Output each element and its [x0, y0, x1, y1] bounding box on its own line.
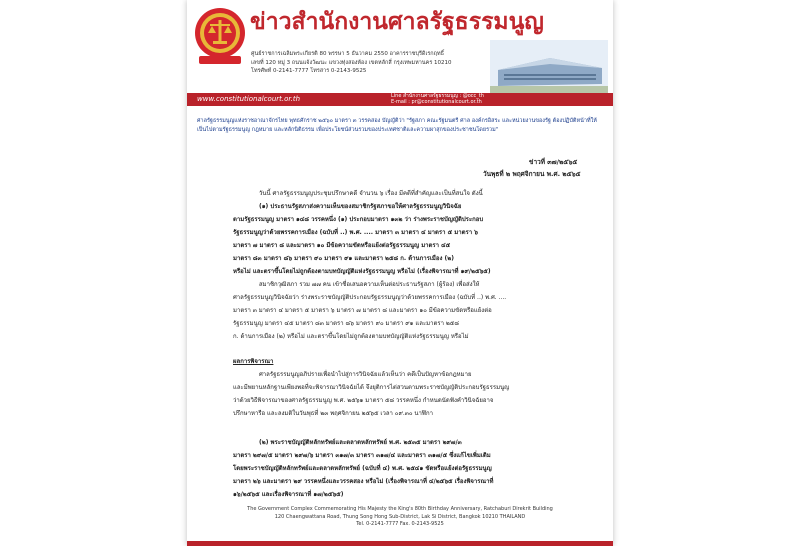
contact-info [391, 93, 484, 105]
address-line: เลขที่ 120 หมู่ 3 ถนนแจ้งวัฒนะ แขวงทุ่งสองห้อง เขตหลักสี่ กรุงเทพมหานคร 10210 [251, 59, 452, 66]
contact-bar [187, 93, 613, 106]
footer-line: Tel. 0-2141-7777 Fax. 0-2143-9525 [356, 521, 444, 527]
lead-text: วันนี้ ศาลรัฐธรรมนูญประชุมปรึกษาคดี จำนวน ๖ เรื่อง มีคดีที่สำคัญและเป็นที่สนใจ ดังนี้ [259, 190, 483, 197]
address-line: โทรศัพท์ 0-2141-7777 โทรสาร 0-2143-9525 [251, 68, 367, 74]
case1-body-line: ก. ด้านการเมือง (๒) หรือไม่ และตราขึ้นโดยไม่ถูกต้องตามบทบัญญัติแห่งรัฐธรรมนูญ หรือไม่ [233, 333, 469, 340]
page-title: ข่าวสำนักงานศาลรัฐธรรมนูญ [250, 9, 544, 35]
case1-title-line: มาตรา ๘๓ มาตรา ๘๖ มาตรา ๙๐ มาตรา ๙๑ และมาตรา ๒๕๘ ก. ด้านการเมือง (๒) [233, 255, 454, 262]
constitution-quote: ศาลรัฐธรรมนูญแห่งราชอาณาจักรไทย พุทธศักราช ๒๕๖๐ มาตรา ๓ วรรคสอง บัญญัติว่า "รัฐสภา คณะรัฐมนตรี ศาล องค์กรอิสระ และหน่วยงานของรัฐ ต้องปฏิบัติหน้าที่ให้เป็นไปตามรัฐธรรมนูญ กฎหมาย และหลักนิติธรรม เพื่อประโยชน์ส่วนรวมของประเทศชาติและความผาสุกของประชาชนโดยรวม" [197, 118, 597, 133]
case1-title-line: (๑) ประธานรัฐสภาส่งความเห็นของสมาชิกรัฐสภาขอให้ศาลรัฐธรรมนูญวินิจฉัย [259, 203, 462, 210]
case1-body-line: มาตรา ๓ มาตรา ๔ มาตรา ๕ มาตรา ๖ มาตรา ๗ มาตรา ๘ และมาตรา ๑๐ มีข้อความขัดหรือแย้งต่อ [233, 307, 492, 314]
case1-title-line: รัฐธรรมนูญว่าด้วยพรรคการเมือง (ฉบับที่ ..) พ.ศ. .... มาตรา ๓ มาตรา ๔ มาตรา ๕ มาตรา ๖ [233, 229, 478, 236]
page-footer [187, 506, 613, 529]
case1-title-line: มาตรา ๗ มาตรา ๘ และมาตรา ๑๐ มีข้อความขัดหรือแย้งต่อรัฐธรรมนูญ มาตรา ๔๕ [233, 242, 451, 249]
case2-title-line: (๒) พระราชบัญญัติหลักทรัพย์และตลาดหลักทรัพย์ พ.ศ. ๒๕๓๕ มาตรา ๒๙๗/๓ [259, 439, 462, 446]
press-release-page [187, 0, 613, 546]
result-section [233, 355, 573, 420]
case1-body [233, 278, 573, 343]
footer-line: 120 Chaengwattana Road, Thung Song Hong Sub-District, Lak Si District, Bangkok 10210 THAILAND [274, 513, 526, 520]
footer-line: The Government Complex Commemorating His Majesty the King's 80th Birthday Anniversary, Ratchaburi Direkrit Building [247, 506, 553, 512]
news-date: วันพุธที่ ๒ พฤศจิกายน พ.ศ. ๒๕๖๕ [483, 170, 581, 178]
case1-title-line: ตามรัฐธรรมนูญ มาตรา ๑๔๘ วรรคหนึ่ง (๑) ประกอบมาตรา ๑๓๒ ว่า ร่างพระราชบัญญัติประกอบ [233, 216, 484, 223]
case1-title [233, 200, 573, 278]
header-address [251, 50, 452, 76]
result-line: ว่าด้วยวิธีพิจารณาของศาลรัฐธรรมนูญ พ.ศ. ๒๕๖๑ มาตรา ๕๘ วรรคหนึ่ง กำหนดนัดฟังคำวินิจฉัยอาจ [233, 397, 494, 404]
case2-title-line: โดยพระราชบัญญัติหลักทรัพย์และตลาดหลักทรัพย์ (ฉบับที่ ๔) พ.ศ. ๒๕๔๑ ขัดหรือแย้งต่อรัฐธรรมนูญ [233, 465, 492, 472]
footer-bar [187, 541, 613, 546]
website-link[interactable]: www.constitutionalcourt.or.th [197, 95, 301, 103]
court-building-image [490, 40, 608, 98]
email-contact: E-mail : pr@constitutionalcourt.or.th [391, 99, 482, 105]
case2-title [233, 436, 573, 501]
line-contact: Line สำนักงานศาลรัฐธรรมนูญ : @occ_th [391, 93, 484, 99]
case1-title-line: หรือไม่ และตราขึ้นโดยไม่ถูกต้องตามบทบัญญัติแห่งรัฐธรรมนูญ หรือไม่ (เรื่องพิจารณาที่ ๑๙/๒๕๖๕) [233, 268, 491, 275]
case2-title-line: มาตรา ๒๙๗/๕ มาตรา ๒๙๗/๖ มาตรา ๓๑๗/๓ มาตรา ๓๑๗/๔ และมาตรา ๓๑๗/๕ ซึ่งแก้ไขเพิ่มเติม [233, 452, 491, 459]
news-number: ข่าวที่ ๓๗/๒๕๖๕ [529, 158, 578, 166]
case1-body-line: รัฐธรรมนูญ มาตรา ๔๕ มาตรา ๘๓ มาตรา ๘๖ มาตรา ๙๐ มาตรา ๙๑ และมาตรา ๒๕๘ [233, 320, 459, 327]
result-line: ศาลรัฐธรรมนูญอภิปรายเพื่อนำไปสู่การวินิจฉัยแล้วเห็นว่า คดีเป็นปัญหาข้อกฎหมาย [259, 371, 472, 378]
result-line: ปรึกษาหารือ และลงมติในวันพุธที่ ๒๓ พฤศจิกายน ๒๕๖๕ เวลา ๐๙.๓๐ นาฬิกา [233, 410, 433, 417]
case2-title-line: มาตรา ๒๖ และมาตรา ๒๙ วรรคหนึ่งและวรรคสอง หรือไม่ (เรื่องพิจารณาที่ ๔/๒๕๖๕ เรื่องพิจารณาที่ [233, 478, 494, 485]
case2-title-line: ๑๖/๒๕๖๕ และเรื่องพิจารณาที่ ๑๗/๒๕๖๕) [233, 491, 344, 498]
address-line: ศูนย์ราชการเฉลิมพระเกียรติ 80 พรรษา 5 ธันวาคม 2550 อาคารราชบุรีดิเรกฤทธิ์ [251, 51, 444, 57]
result-heading: ผลการพิจารณา [233, 358, 274, 365]
case1-body-line: สมาชิกวุฒิสภา รวม ๗๗ คน เข้าชื่อเสนอความเห็นต่อประธานรัฐสภา (ผู้ร้อง) เพื่อส่งให้ [259, 281, 480, 288]
result-line: และมีพยานหลักฐานเพียงพอที่จะพิจารณาวินิจฉัยได้ จึงยุติการไต่สวนตามพระราชบัญญัติประกอบรัฐธรรมนูญ [233, 384, 510, 391]
case1-body-line: ศาลรัฐธรรมนูญวินิจฉัยว่า ร่างพระราชบัญญัติประกอบรัฐธรรมนูญว่าด้วยพรรคการเมือง (ฉบับที่ ..) พ.ศ. .... [233, 294, 507, 301]
lead-paragraph [233, 187, 573, 200]
court-seal-logo [193, 6, 247, 66]
